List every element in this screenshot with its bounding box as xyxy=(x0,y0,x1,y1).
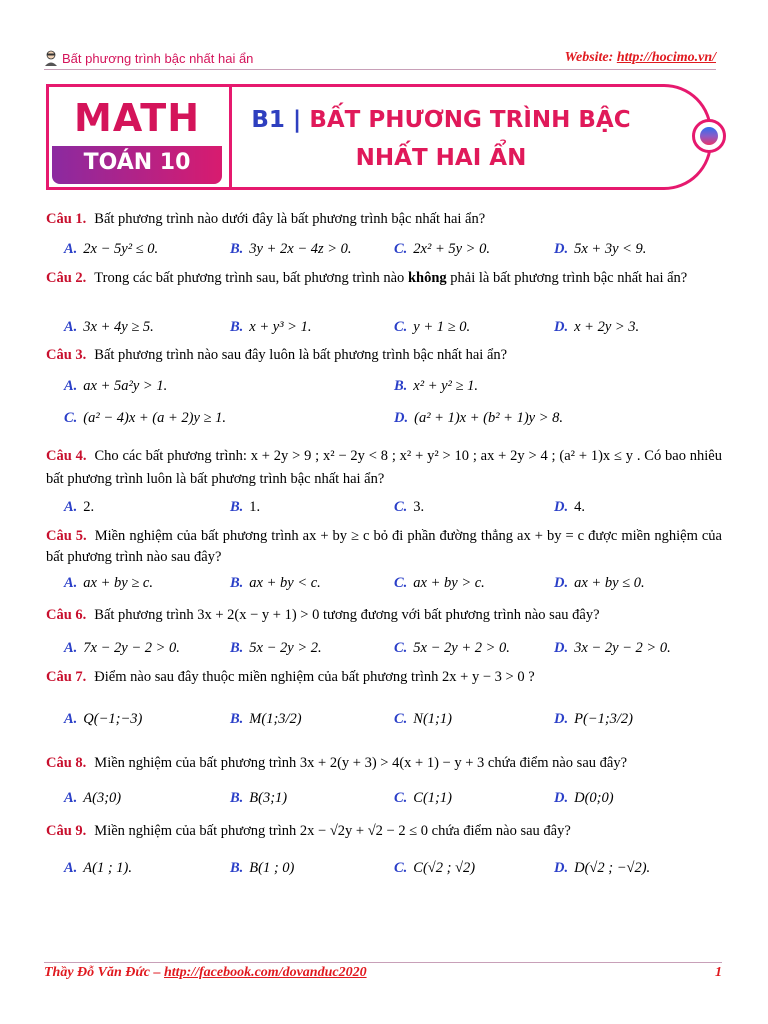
question-label: Câu 6. xyxy=(46,607,87,623)
author-name: Thầy Đỗ Văn Đức – xyxy=(44,965,164,980)
option-c[interactable]: C. N(1;1) xyxy=(394,710,452,727)
option-d[interactable]: D. 5x + 3y < 9. xyxy=(554,240,647,257)
option-a[interactable]: A. ax + by ≥ c. xyxy=(64,574,153,591)
lesson-code: B1 | xyxy=(251,107,302,133)
lesson-title-line1: BẤT PHƯƠNG TRÌNH BẬC xyxy=(301,107,631,133)
question-4-options xyxy=(64,492,722,522)
option-a[interactable]: A. A(3;0) xyxy=(64,789,122,806)
question-5-options xyxy=(64,568,722,598)
option-c[interactable]: C. y + 1 ≥ 0. xyxy=(394,318,471,335)
question-text-cont: phải là bất phương trình bậc nhất hai ẩn? xyxy=(446,270,688,286)
option-c[interactable]: C. C(√2 ; √2) xyxy=(394,859,476,876)
question-8 xyxy=(46,753,722,774)
option-d[interactable]: D. x + 2y > 3. xyxy=(554,318,640,335)
option-b[interactable]: B. 5x − 2y > 2. xyxy=(230,639,322,656)
header-website xyxy=(565,50,716,66)
option-c[interactable]: C. C(1;1) xyxy=(394,789,452,806)
option-d[interactable]: D. 4. xyxy=(554,498,585,515)
question-text: Cho các bất phương trình: x + 2y > 9 ; x² − 2y < 8 ; x² + y² > 10 ; ax + 2y > 4 ; (a² + 1)x ≤ y . Có bao nhiêu bất phương trình luôn là bất phương trình bậc nhất hai ẩn? xyxy=(46,448,722,487)
option-d[interactable]: D. D(0;0) xyxy=(554,789,614,806)
option-b[interactable]: B. M(1;3/2) xyxy=(230,710,302,727)
option-a[interactable]: A. 3x + 4y ≥ 5. xyxy=(64,318,154,335)
option-b[interactable]: B. B(3;1) xyxy=(230,789,288,806)
question-3-options-row1 xyxy=(64,371,722,401)
lesson-title-line2: NHẤT HAI ẨN xyxy=(355,145,527,171)
question-1 xyxy=(46,209,722,230)
header-title xyxy=(44,50,253,66)
question-3 xyxy=(46,345,722,366)
math-logo-text: MATH xyxy=(74,96,200,140)
question-5 xyxy=(46,526,722,568)
option-c[interactable]: C. ax + by > c. xyxy=(394,574,485,591)
title-banner xyxy=(46,84,712,190)
option-b[interactable]: B. ax + by < c. xyxy=(230,574,321,591)
orb-icon xyxy=(692,119,726,153)
question-7-options xyxy=(64,702,722,736)
question-label: Câu 8. xyxy=(46,755,87,771)
question-label: Câu 3. xyxy=(46,347,87,363)
option-d[interactable]: D. 3x − 2y − 2 > 0. xyxy=(554,639,671,656)
option-c[interactable]: C. 5x − 2y + 2 > 0. xyxy=(394,639,510,656)
question-label: Câu 7. xyxy=(46,669,87,685)
footer-author xyxy=(44,965,367,981)
question-7 xyxy=(46,667,722,688)
question-2-options xyxy=(64,312,722,342)
question-label: Câu 9. xyxy=(46,823,87,839)
teacher-avatar-icon xyxy=(44,50,58,66)
option-a[interactable]: A. ax + 5a²y > 1. xyxy=(64,377,168,394)
question-text: Miền nghiệm của bất phương trình 3x + 2(y + 3) > 4(x + 1) − y + 3 chứa điểm nào sau đây? xyxy=(94,755,628,771)
option-b[interactable]: B. x² + y² ≥ 1. xyxy=(394,377,478,394)
question-6-options xyxy=(64,633,722,663)
question-text: Miền nghiệm của bất phương trình ax + by ≥ c bỏ đi phần đường thẳng ax + by = c được miền nghiệm của bất phương trình nào sau đây? xyxy=(46,528,722,565)
question-text: Trong các bất phương trình sau, bất phương trình nào xyxy=(94,270,408,286)
question-text: Điểm nào sau đây thuộc miền nghiệm của bất phương trình 2x + y − 3 > 0 ? xyxy=(94,669,535,685)
option-a[interactable]: A. Q(−1;−3) xyxy=(64,710,143,727)
question-label: Câu 5. xyxy=(46,528,87,544)
option-b[interactable]: B. 1. xyxy=(230,498,261,515)
option-c[interactable]: C. 3. xyxy=(394,498,425,515)
question-label: Câu 2. xyxy=(46,270,87,286)
question-3-options-row2 xyxy=(64,403,722,433)
question-4 xyxy=(46,445,722,491)
question-label: Câu 4. xyxy=(46,448,87,464)
question-text: Bất phương trình nào sau đây luôn là bất phương trình bậc nhất hai ẩn? xyxy=(94,347,508,363)
question-1-options xyxy=(64,234,722,264)
grade-label: TOÁN 10 xyxy=(83,150,191,175)
lesson-title xyxy=(233,101,649,177)
option-d[interactable]: D. D(√2 ; −√2). xyxy=(554,859,651,876)
option-a[interactable]: A. 2. xyxy=(64,498,95,515)
option-a[interactable]: A. 2x − 5y² ≤ 0. xyxy=(64,240,159,257)
option-b[interactable]: B. B(1 ; 0) xyxy=(230,859,295,876)
banner-divider xyxy=(229,87,232,187)
question-6 xyxy=(46,605,722,626)
question-9-options xyxy=(64,853,722,883)
option-d[interactable]: D. (a² + 1)x + (b² + 1)y > 8. xyxy=(394,409,564,426)
option-d[interactable]: D. P(−1;3/2) xyxy=(554,710,634,727)
option-c[interactable]: C. (a² − 4)x + (a + 2)y ≥ 1. xyxy=(64,409,227,426)
option-b[interactable]: B. x + y³ > 1. xyxy=(230,318,312,335)
facebook-link[interactable]: http://facebook.com/dovanduc2020 xyxy=(164,965,367,980)
option-a[interactable]: A. A(1 ; 1). xyxy=(64,859,133,876)
question-8-options xyxy=(64,783,722,813)
question-text: Bất phương trình 3x + 2(x − y + 1) > 0 tương đương với bất phương trình nào sau đây? xyxy=(94,607,600,623)
option-a[interactable]: A. 7x − 2y − 2 > 0. xyxy=(64,639,180,656)
question-9 xyxy=(46,821,722,842)
option-c[interactable]: C. 2x² + 5y > 0. xyxy=(394,240,490,257)
page-header xyxy=(44,48,716,70)
question-text: Bất phương trình nào dưới đây là bất phương trình bậc nhất hai ẩn? xyxy=(94,211,486,227)
option-d[interactable]: D. ax + by ≤ 0. xyxy=(554,574,645,591)
question-text: Miền nghiệm của bất phương trình 2x − √2y + √2 − 2 ≤ 0 chứa điểm nào sau đây? xyxy=(94,823,571,839)
math-badge xyxy=(52,90,222,184)
question-emphasis: không xyxy=(407,270,447,286)
question-label: Câu 1. xyxy=(46,211,87,227)
website-link[interactable]: http://hocimo.vn/ xyxy=(616,50,716,65)
page-number: 1 xyxy=(715,965,722,980)
option-b[interactable]: B. 3y + 2x − 4z > 0. xyxy=(230,240,352,257)
website-label: Website: xyxy=(564,50,617,65)
question-2 xyxy=(46,268,722,289)
header-title-text: Bất phương trình bậc nhất hai ẩn xyxy=(62,51,254,66)
page-footer xyxy=(44,962,722,984)
